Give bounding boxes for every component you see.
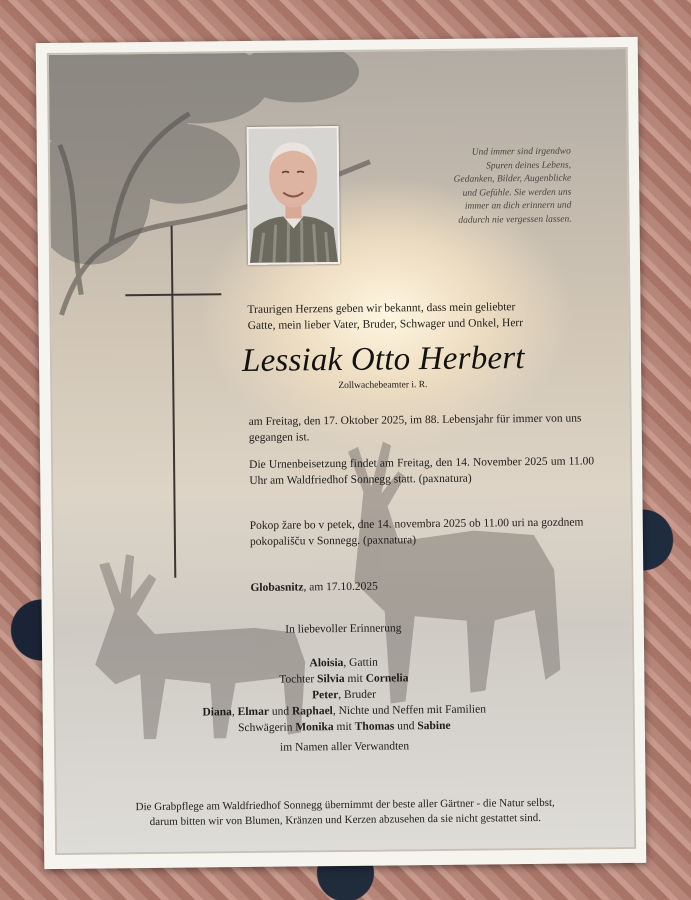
death-notice: am Freitag, den 17. Oktober 2025, im 88. Lebensjahr für immer von uns gegangen ist. bbox=[248, 412, 582, 444]
mourner-connector: mit bbox=[333, 720, 355, 734]
memory-line: In liebevoller Erinnerung bbox=[285, 622, 402, 636]
mourner-relation: , Nichte und Neffen mit Familien bbox=[332, 703, 486, 718]
portrait-photo bbox=[247, 126, 340, 265]
notice-date: , am 17.10.2025 bbox=[303, 580, 378, 594]
grave-care-note bbox=[57, 795, 634, 831]
mourners-list bbox=[55, 653, 633, 739]
mourner-relation: Tochter bbox=[279, 673, 318, 686]
note-line: Die Grabpflege am Waldfriedhof Sonnegg übernimmt der beste aller Gärtner - die Natur selbst, bbox=[135, 796, 555, 814]
funeral-info-slovenian: Pokop žare bo v petek, dne 14. novembra 2025 ob 11.00 uri na gozdnem pokopališču v Sonnegg. (paxnatura) bbox=[249, 516, 584, 548]
mourner-name: Silvia bbox=[317, 672, 345, 686]
mourner-name: Peter bbox=[312, 689, 339, 702]
behalf-line: im Namen aller Verwandten bbox=[279, 740, 410, 754]
mourner-relation: , Bruder bbox=[338, 688, 377, 702]
mourner-name: Thomas bbox=[354, 720, 395, 733]
mourner-connector: mit bbox=[344, 672, 366, 685]
quote-line: und Gefühle. Sie werden uns bbox=[462, 187, 572, 199]
funeral-info-german: Die Urnenbeisetzung findet am Freitag, den 14. November 2025 um 11.00 Uhr am Waldfriedhof Sonnegg statt. (paxnatura) bbox=[249, 455, 595, 487]
obituary-card bbox=[36, 37, 647, 869]
mourner-connector: und bbox=[394, 720, 418, 733]
mourner-relation: , Gattin bbox=[343, 656, 378, 669]
quote-line: Und immer sind irgendwo bbox=[471, 146, 571, 158]
mourner-name: Sabine bbox=[417, 719, 451, 733]
mourner-relation: Schwägerin bbox=[238, 721, 296, 735]
place-date bbox=[250, 580, 378, 597]
mourner-name: Aloisia bbox=[309, 656, 344, 670]
mourner-name: Monika bbox=[295, 721, 334, 734]
announcement-intro bbox=[247, 300, 547, 334]
mourner-connector: und bbox=[268, 705, 293, 718]
quote-line: immer an dich erinnern und bbox=[464, 200, 572, 212]
mourner-name: Diana bbox=[202, 706, 232, 719]
deceased-name: Lessiak Otto Herbert bbox=[241, 340, 525, 380]
quote-line: Spuren deines Lebens, bbox=[486, 160, 572, 171]
mourner-name: Elmar bbox=[237, 705, 270, 719]
quote-line: Gedanken, Bilder, Augenblicke bbox=[453, 173, 572, 185]
mourner-name: Cornelia bbox=[365, 672, 409, 685]
deceased-title: Zollwachebeamter i. R. bbox=[338, 380, 428, 392]
memorial-quote bbox=[421, 146, 572, 229]
mourner-name: Raphael bbox=[291, 705, 333, 718]
mourner-connector: , bbox=[231, 706, 238, 719]
intro-line: Traurigen Herzens geben wir bekannt, dass mein geliebter bbox=[247, 301, 516, 316]
card-frame bbox=[47, 47, 636, 855]
note-line: darum bitten wir von Blumen, Kränzen und Kerzen abzusehen da sie nicht gestattet sind. bbox=[149, 811, 542, 829]
place-name: Globasnitz bbox=[250, 581, 304, 594]
quote-line: dadurch nie vergessen lassen. bbox=[458, 214, 572, 226]
intro-line: Gatte, mein lieber Vater, Bruder, Schwager und Onkel, Herr bbox=[247, 316, 524, 332]
